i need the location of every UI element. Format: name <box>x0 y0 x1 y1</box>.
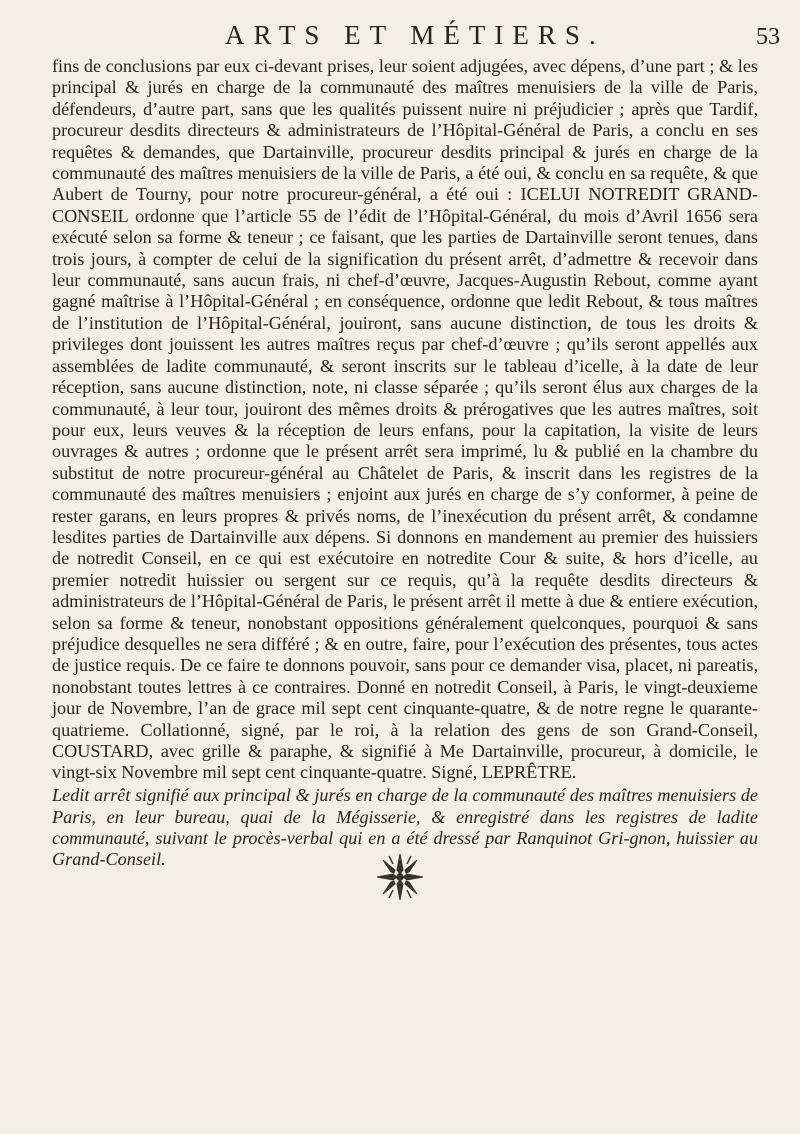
page-header <box>0 14 800 54</box>
summary-paragraph: Ledit arrêt signifié aux principal & jurés en charge de la communauté des maîtres menuisiers de Paris, en leur bureau, quai de la Mégisserie, & enregistré dans les registres de ladite communauté, suivant le procès-verbal qui en a été dressé par Ranquinot Gri-gnon, huissier au Grand-Conseil. <box>52 785 758 870</box>
running-title: ARTS ET MÉTIERS. <box>225 20 605 50</box>
body-text <box>52 56 758 784</box>
page-number: 53 <box>756 24 780 50</box>
fleuron-ornament-icon <box>373 850 427 904</box>
body-paragraph: fins de conclusions par eux ci-devant prises, leur soient adjugées, avec dépens, d’une part ; & les principal & jurés en charge de la communauté des maîtres menuisiers de la ville de Paris, défendeurs, d’autre part, sans que les qualités puissent nuire ni préjudicier ; après que Tardif, procureur desdits directeurs & administrateurs de l’Hôpital-Général de Paris, a conclu en ses requêtes & demandes, que Dartainville, procureur desdits principal & jurés en charge de la communauté des maîtres menuisiers de la ville de Paris, a été oui, & conclu en sa requête, & que Aubert de Tourny, pour notre procureur-général, a été oui : ICELUI NOTREDIT GRAND-CONSEIL ordonne que l’article 55 de l’édit de l’Hôpital-Général, du mois d’Avril 1656 sera exécuté selon sa forme & teneur ; ce faisant, que les parties de Dartainville seront tenues, dans trois jours, à compter de celui de la signification du présent arrêt, d’admettre & recevoir dans leur communauté, sans aucun frais, ni chef-d’œuvre, Jacques-Augustin Rebout, comme ayant gagné maîtrise à l’Hôpital-Général ; en conséquence, ordonne que ledit Rebout, & tous maîtres de l’institution de l’Hôpital-Général, jouiront, sans aucune distinction, de tous les droits & privileges dont jouissent les autres maîtres reçus par chef-d’œuvre ; qu’ils seront appellés aux assemblées de ladite communauté, & seront inscrits sur le tableau d’icelle, à la date de leur réception, sans aucune distinction, note, ni classe séparée ; qu’ils seront élus aux charges de la communauté, à leur tour, jouiront des mêmes droits & prérogatives que les autres maîtres, soit pour eux, leurs veuves & la réception de leurs enfans, pour la capitation, la visite de leurs ouvrages & autres ; ordonne que le présent arrêt sera imprimé, lu & publié en la chambre du substitut de notre procureur-général au Châtelet de Paris, & inscrit dans les registres de la communauté des maîtres menuisiers ; enjoint aux jurés en charge de s’y conformer, à peine de rester garans, en leurs propres & privés noms, de l’inexécution du présent arrêt, & condamne lesdites parties de Dartainville aux dépens. Si donnons en mandement au premier des huissiers de notredit Conseil, en ce qui est exécutoire en notredite Cour & suite, & hors d’icelle, au premier notredit huissier ou sergent sur ce requis, qu’à la requête desdits directeurs & administrateurs de l’Hôpital-Général de Paris, le présent arrêt il mette à due & entiere exécution, selon sa forme & teneur, nonobstant oppositions généralement quelconques, pourquoi & sans préjudice desquelles ne sera différé ; & en outre, faire, pour l’exécution des présentes, tous actes de justice requis. De ce faire te donnons pouvoir, sans pour ce demander visa, placet, ni pareatis, nonobstant toutes lettres à ce contraires. Donné en notredit Conseil, à Paris, le vingt-deuxieme jour de Novembre, l’an de grace mil sept cent cinquante-quatre, & de notre regne le quarante-quatrieme. Collationné, signé, par le roi, à la relation des gens de son Grand-Conseil, COUSTARD, avec grille & paraphe, & signifié à Me Dartainville, procureur, à domicile, le vingt-six Novembre mil sept cent cinquante-quatre. Signé, LEPRÊTRE. <box>52 56 758 783</box>
